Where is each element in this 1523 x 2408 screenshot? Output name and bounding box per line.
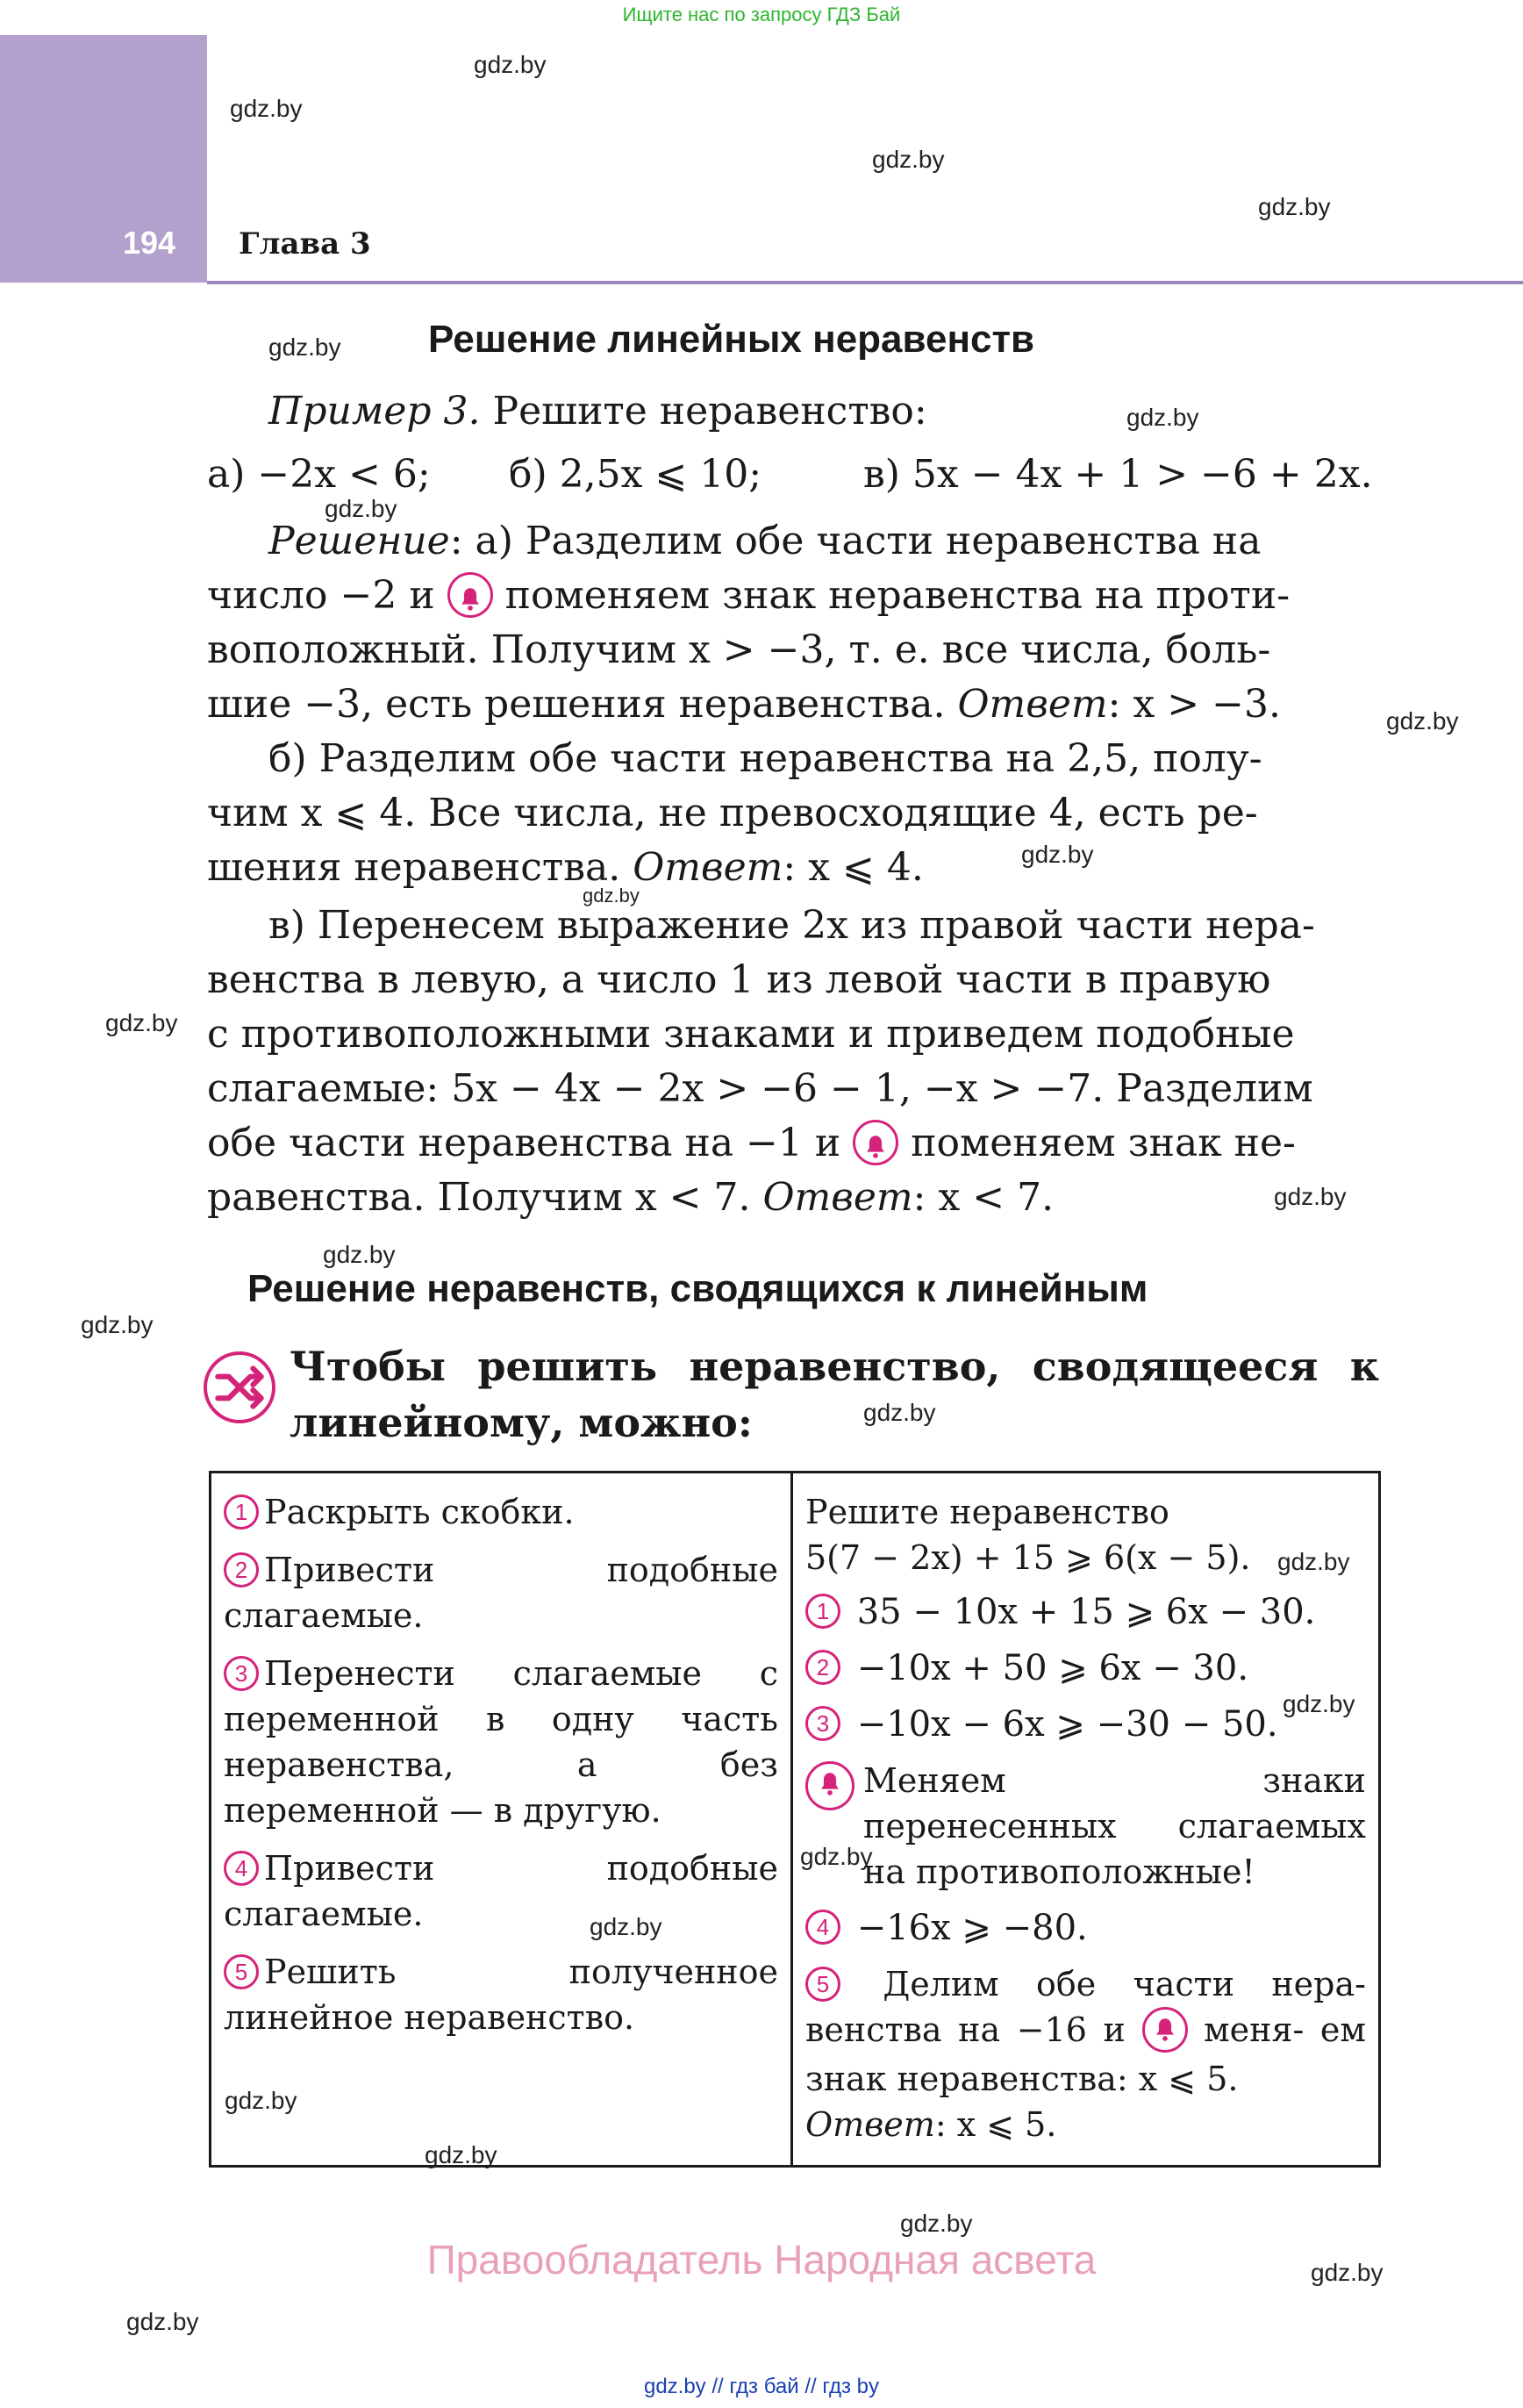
note-text: Меняем знаки перенесенных слагаемых на противоположные!	[863, 1761, 1366, 1891]
item-c: в) 5x − 4x + 1 > −6 + 2x.	[863, 452, 1373, 497]
watermark: gdz.by	[590, 1913, 662, 1940]
solution-text: шие −3, есть решения неравенства.	[207, 682, 946, 727]
step-text: −10x + 50 ⩾ 6x − 30.	[856, 1648, 1249, 1688]
watermark: gdz.by	[1386, 707, 1459, 735]
watermark: gdz.by	[474, 51, 547, 78]
step-text: Привести подобные слагаемые.	[224, 1551, 778, 1635]
solution-text: обе части неравенства на −1 и	[207, 1121, 841, 1165]
watermark: gdz.by	[225, 2087, 297, 2114]
watermark: gdz.by	[1277, 1548, 1350, 1575]
answer-label: Ответ	[805, 2104, 935, 2144]
watermark: gdz.by	[1283, 1690, 1355, 1717]
answer-label: Ответ	[762, 1175, 913, 1220]
item-b: б) 2,5x ⩽ 10;	[509, 452, 762, 497]
solution-line: слагаемые: 5x − 4x − 2x > −6 − 1, −x > −7. Разделим	[207, 1066, 1313, 1111]
steps-right-column	[792, 1473, 1380, 2167]
watermark: gdz.by	[425, 2141, 497, 2168]
step-text: Перенести слагаемые с переменной в одну часть неравенства, а без переменной — в другую.	[224, 1654, 778, 1830]
steps-left-column	[211, 1473, 792, 2167]
step-number: 3	[224, 1656, 259, 1691]
watermark: gdz.by	[323, 1241, 396, 1268]
step-text: −10x − 6x ⩾ −30 − 50.	[856, 1704, 1278, 1745]
rule-text-line2: линейному, можно:	[290, 1399, 753, 1446]
solution-text: шения неравенства.	[207, 845, 621, 890]
solution-line: воположный. Получим x > −3, т. е. все числа, боль-	[207, 627, 1271, 672]
solution-text: поменяем знак не-	[911, 1121, 1296, 1165]
step-item	[224, 1547, 778, 1638]
watermark: gdz.by	[1126, 404, 1199, 431]
watermark: gdz.by	[230, 95, 303, 122]
watermark: gdz.by	[1021, 841, 1094, 868]
answer-label: Ответ	[957, 682, 1108, 727]
bell-icon	[1142, 2007, 1188, 2053]
footer-links[interactable]: gdz.by // гдз бай // гдз by	[643, 2375, 880, 2398]
steps-table	[209, 1471, 1381, 2168]
answer-value: : x ⩽ 5.	[934, 2104, 1057, 2144]
watermark: gdz.by	[1311, 2259, 1384, 2286]
solution-text: число −2 и	[207, 573, 435, 618]
solution-line	[268, 514, 1441, 569]
step-number: 2	[224, 1552, 259, 1587]
step-item	[224, 1845, 778, 1937]
bell-icon	[853, 1120, 898, 1165]
solution-text: поменяем знак неравенства на проти-	[504, 573, 1291, 618]
solution-line: с противоположными знаками и приведем подобные	[207, 1012, 1295, 1057]
header-rule	[207, 281, 1523, 284]
step-text: Привести подобные слагаемые.	[224, 1849, 778, 1933]
step-number: 2	[805, 1650, 840, 1685]
example-text: Решите неравенство:	[492, 389, 927, 434]
page-number: 194	[123, 225, 176, 261]
section-title: Решение линейных неравенств	[428, 318, 1035, 361]
solution-line	[207, 841, 1379, 895]
solution-text: равенства. Получим x < 7.	[207, 1175, 751, 1220]
watermark: gdz.by	[268, 333, 341, 361]
worked-answer	[805, 2102, 1366, 2147]
watermark: gdz.by	[863, 1399, 936, 1426]
solution-line: б) Разделим обе части неравенства на 2,5, полу-	[268, 736, 1262, 781]
worked-step	[805, 1961, 1366, 2102]
rule-text-line1: Чтобы решить неравенство, сводящееся к	[290, 1343, 1379, 1390]
chapter-title: Глава 3	[239, 226, 371, 262]
solution-line: в) Перенесем выражение 2x из правой части нера-	[268, 903, 1315, 948]
worked-note	[805, 1758, 1366, 1895]
step-text: −16x ⩾ −80.	[856, 1908, 1088, 1948]
shuffle-icon	[204, 1351, 275, 1423]
watermark: gdz.by	[872, 146, 945, 173]
watermark: gdz.by	[800, 1843, 873, 1870]
worked-step	[805, 1702, 1366, 1747]
watermark: gdz.by	[1274, 1183, 1347, 1210]
answer-value: : x < 7.	[912, 1175, 1055, 1220]
example-heading	[268, 384, 1441, 439]
solution-line	[207, 677, 1379, 732]
step-number: 1	[805, 1594, 840, 1629]
step-text: Раскрыть скобки.	[264, 1493, 575, 1531]
step-number: 4	[224, 1851, 259, 1886]
step-text: ем знак неравенства: x ⩽ 5.	[805, 2010, 1366, 2098]
step-number: 5	[224, 1954, 259, 1989]
step-item	[224, 1949, 778, 2040]
header-band	[0, 35, 207, 283]
answer-label: Ответ	[633, 845, 783, 890]
bell-icon	[447, 572, 493, 618]
solution-line	[207, 569, 1379, 623]
watermark: gdz.by	[325, 495, 397, 522]
solution-line: венства в левую, а число 1 из левой части в правую	[207, 957, 1271, 1002]
item-a: а) −2x < 6;	[207, 452, 431, 497]
example-intro: Решите неравенство	[805, 1493, 1169, 1531]
copyright-notice: Правообладатель Народная асвета	[426, 2237, 1097, 2283]
watermark: gdz.by	[1258, 193, 1331, 220]
step-text: венства на −16 и	[805, 2010, 1126, 2049]
step-text: меня-	[1204, 2010, 1305, 2049]
step-number: 5	[805, 1967, 840, 2002]
example-inequality: 5(7 − 2x) + 15 ⩾ 6(x − 5).	[805, 1538, 1251, 1577]
watermark: gdz.by	[126, 2308, 199, 2335]
answer-value: : x > −3.	[1107, 682, 1281, 727]
watermark: gdz.by	[900, 2210, 973, 2237]
solution-line	[207, 1116, 1379, 1171]
example-label: Пример 3.	[268, 389, 481, 434]
answer-value: : x ⩽ 4.	[783, 845, 924, 890]
worked-step	[805, 1645, 1366, 1691]
watermark: gdz.by	[583, 885, 640, 907]
watermark: gdz.by	[105, 1009, 178, 1036]
solution-label: Решение	[268, 519, 450, 563]
top-banner: Ищите нас по запросу ГДЗ Бай	[622, 4, 901, 25]
step-item	[224, 1651, 778, 1833]
step-text: Делим обе части нера-	[883, 1965, 1366, 2003]
step-number: 4	[805, 1910, 840, 1945]
step-text: 35 − 10x + 15 ⩾ 6x − 30.	[856, 1592, 1316, 1632]
step-number: 1	[224, 1494, 259, 1530]
solution-line: чим x ⩽ 4. Все числа, не превосходящие 4, есть ре-	[207, 791, 1258, 835]
worked-step	[805, 1905, 1366, 1951]
step-number: 3	[805, 1706, 840, 1741]
step-item	[224, 1489, 778, 1535]
worked-step	[805, 1589, 1366, 1635]
bell-icon	[805, 1761, 854, 1810]
solution-text: : а) Разделим обе части неравенства на	[449, 519, 1262, 563]
watermark: gdz.by	[81, 1311, 154, 1338]
section-title: Решение неравенств, сводящихся к линейным	[247, 1267, 1148, 1310]
step-text: Решить полученное линейное неравенство.	[224, 1953, 778, 2037]
solution-line	[207, 1171, 1379, 1225]
